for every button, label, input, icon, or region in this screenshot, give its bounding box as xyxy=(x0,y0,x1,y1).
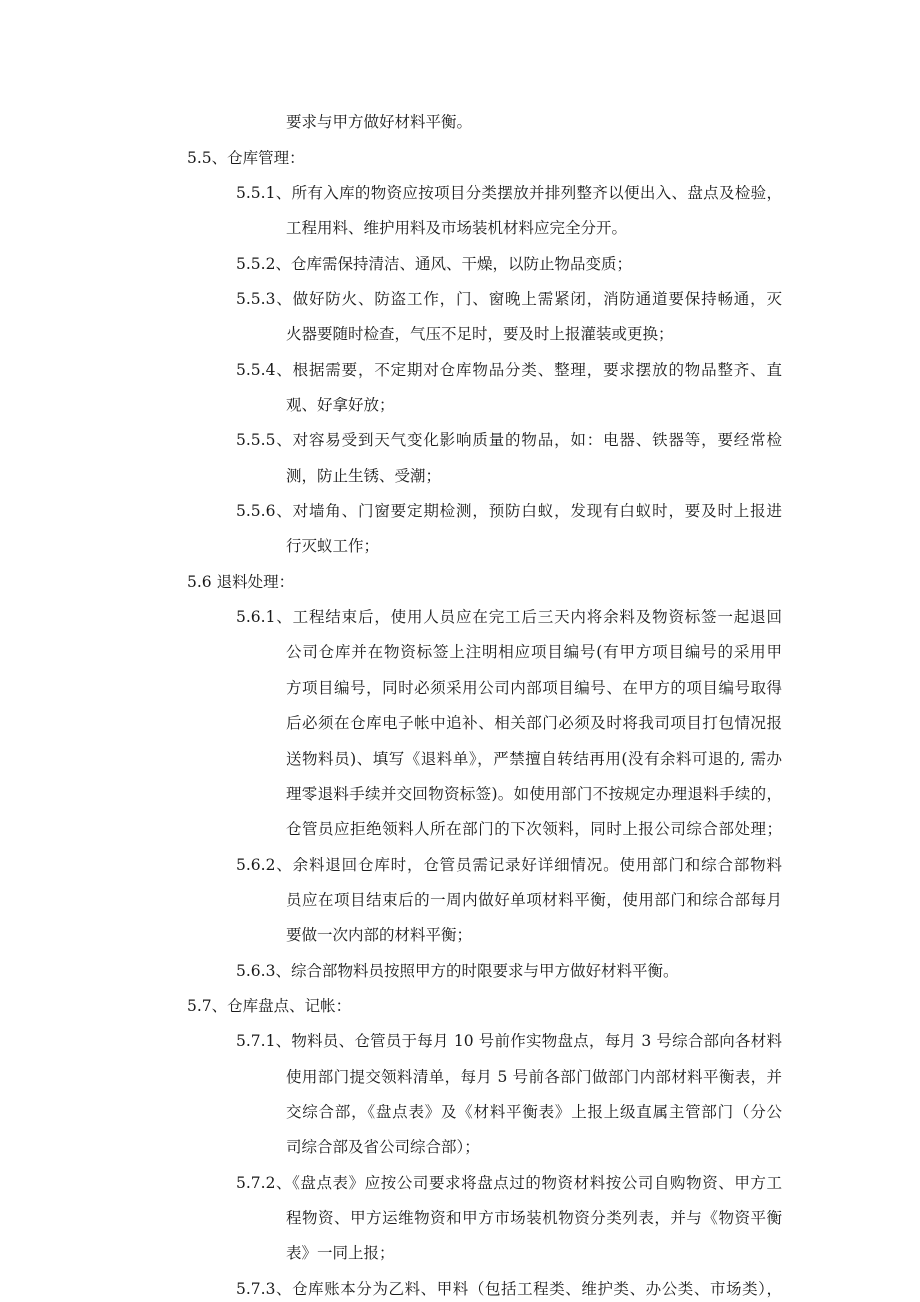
clause-5-5-4: 5.5.4、根据需要，不定期对仓库物品分类、整理，要求摆放的物品整齐、直 xyxy=(236,361,782,379)
text-line: 火器要随时检查，气压不足时，要及时上报灌装或更换； xyxy=(286,325,674,343)
clause-5-7-1: 5.7.1、物料员、仓管员于每月 10 号前作实物盘点，每月 3 号综合部向各材料 xyxy=(236,1032,782,1050)
text-line: 要求与甲方做好材料平衡。 xyxy=(286,113,473,131)
clause-5-5-1: 5.5.1、所有入库的物资应按项目分类摆放并排列整齐以便出入、盘点及检验， xyxy=(236,184,782,202)
clause-5-6-2: 5.6.2、余料退回仓库时，仓管员需记录好详细情况。使用部门和综合部物料 xyxy=(236,856,782,874)
text-line: 方项目编号，同时必须采用公司内部项目编号、在甲方的项目编号取得 xyxy=(286,679,782,697)
text-line: 理零退料手续并交回物资标签)。如使用部门不按规定办理退料手续的， xyxy=(286,785,782,803)
text-line: 员应在项目结束后的一周内做好单项材料平衡，使用部门和综合部每月 xyxy=(286,891,782,909)
clause-5-7-3: 5.7.3、仓库账本分为乙料、甲料（包括工程类、维护类、办公类、市场类）， xyxy=(236,1280,782,1298)
text-line: 送物料员)、填写《退料单》，严禁擅自转结再用(没有余料可退的, 需办 xyxy=(286,750,782,768)
section-heading-5-7: 5.7、仓库盘点、记帐： xyxy=(187,997,352,1015)
text-line: 公司仓库并在物资标签上注明相应项目编号(有甲方项目编号的采用甲 xyxy=(286,643,782,661)
clause-5-5-6: 5.5.6、对墙角、门窗要定期检测，预防白蚁，发现有白蚁时，要及时上报进 xyxy=(236,502,782,520)
clause-5-5-3: 5.5.3、做好防火、防盗工作，门、窗晚上需紧闭，消防通道要保持畅通，灭 xyxy=(236,290,782,308)
text-line: 测，防止生锈、受潮； xyxy=(286,467,442,485)
text-line: 程物资、甲方运维物资和甲方市场装机物资分类列表，并与《物资平衡 xyxy=(286,1209,782,1227)
clause-5-6-1: 5.6.1、工程结束后，使用人员应在完工后三天内将余料及物资标签一起退回 xyxy=(236,608,782,626)
section-heading-5-5: 5.5、仓库管理： xyxy=(187,149,305,167)
text-line: 观、好拿好放； xyxy=(286,396,395,414)
clause-5-5-2: 5.5.2、仓库需保持清洁、通风、干燥，以防止物品变质； xyxy=(236,255,632,273)
text-line: 行灭蚁工作； xyxy=(286,537,380,555)
text-line: 工程用料、维护用料及市场装机材料应完全分开。 xyxy=(286,219,628,237)
text-line: 使用部门提交领料清单，每月 5 号前各部门做部门内部材料平衡表，并 xyxy=(286,1068,782,1086)
text-line: 表》一同上报； xyxy=(286,1244,395,1262)
text-line: 后必须在仓库电子帐中追补、相关部门必须及时将我司项目打包情况报 xyxy=(286,714,782,732)
clause-5-5-5: 5.5.5、对容易受到天气变化影响质量的物品，如：电器、铁器等，要经常检 xyxy=(236,431,782,449)
text-line: 交综合部，《盘点表》及《材料平衡表》上报上级直属主管部门（分公 xyxy=(286,1103,782,1121)
section-heading-5-6: 5.6 退料处理： xyxy=(187,573,295,591)
text-line: 要做一次内部的材料平衡； xyxy=(286,926,473,944)
text-line: 司综合部及省公司综合部）； xyxy=(286,1138,480,1156)
clause-5-7-2: 5.7.2、《盘点表》应按公司要求将盘点过的物资材料按公司自购物资、甲方工 xyxy=(236,1174,782,1192)
clause-5-6-3: 5.6.3、综合部物料员按照甲方的时限要求与甲方做好材料平衡。 xyxy=(236,962,679,980)
text-line: 仓管员应拒绝领料人所在部门的下次领料，同时上报公司综合部处理； xyxy=(286,820,782,838)
